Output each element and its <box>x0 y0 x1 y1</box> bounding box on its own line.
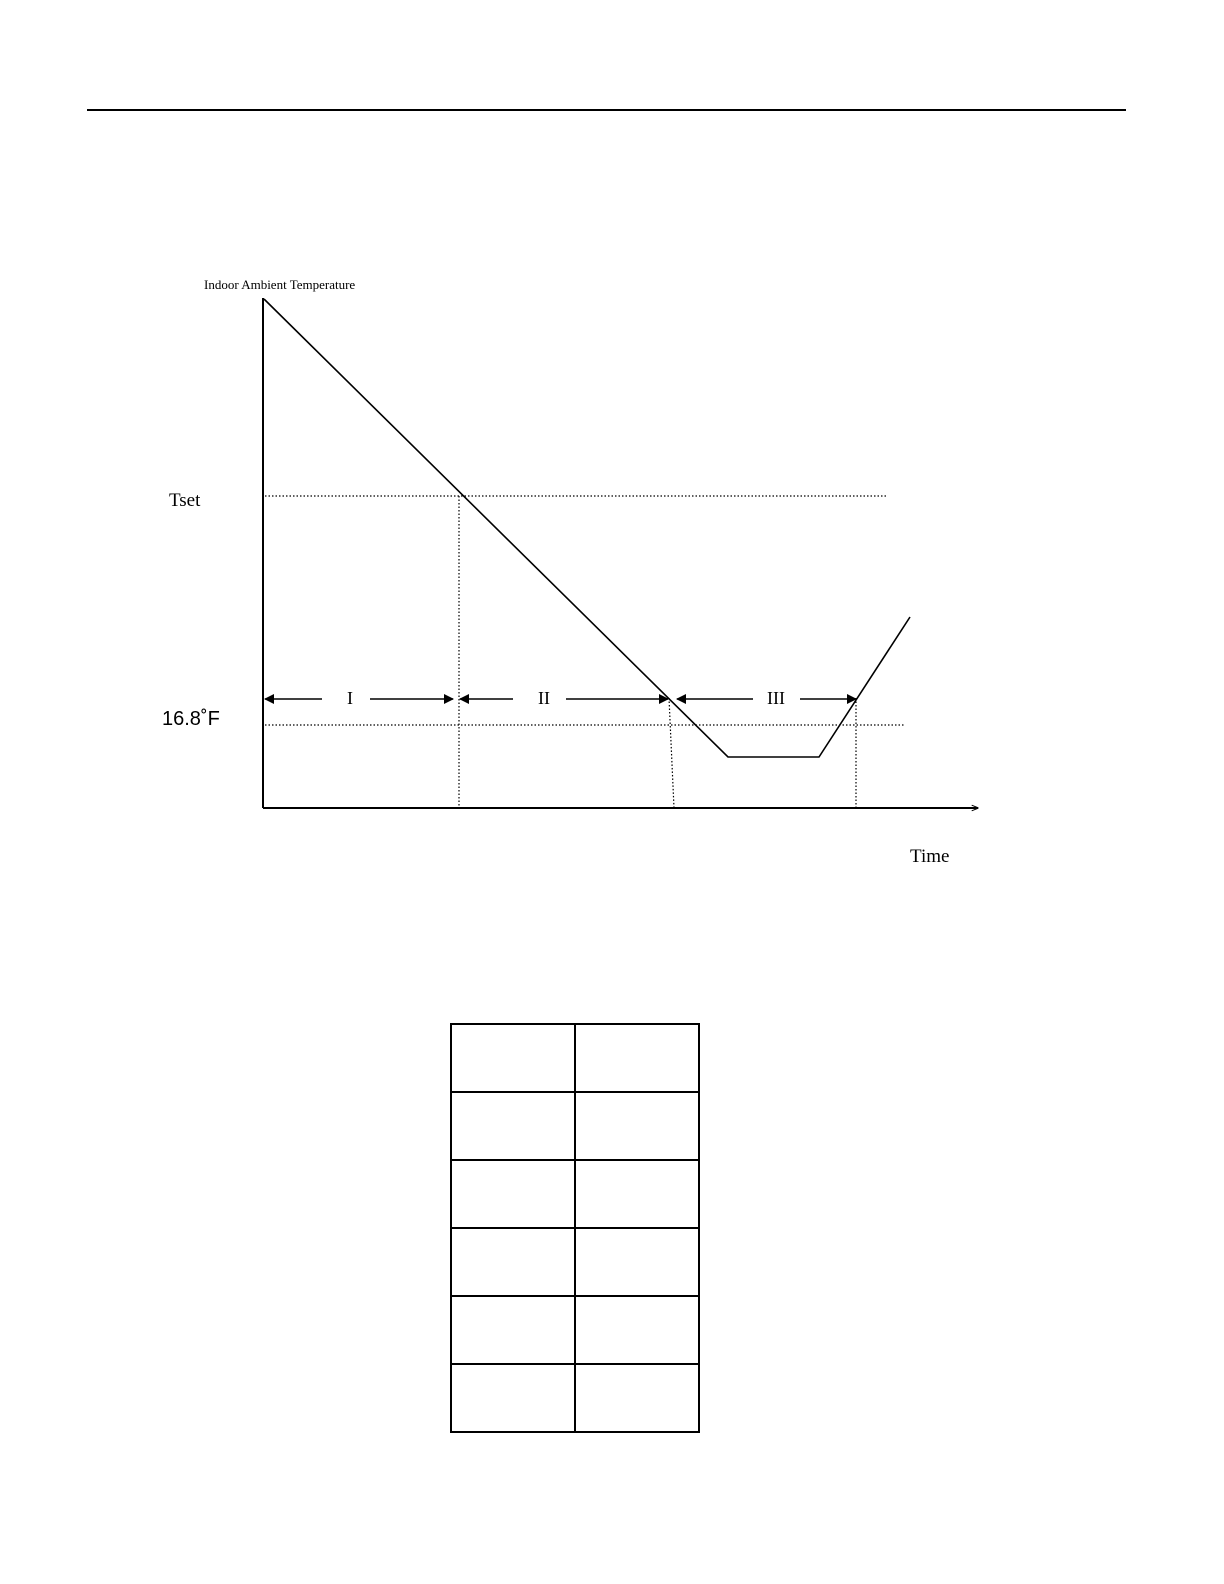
table-cell <box>575 1024 699 1092</box>
x-axis-label: Time <box>910 846 950 867</box>
zone-label-ii: II <box>538 688 550 708</box>
table-cell <box>575 1296 699 1364</box>
table-row <box>451 1160 699 1228</box>
table-cell <box>575 1160 699 1228</box>
table-cell <box>451 1092 575 1160</box>
table-cell <box>575 1364 699 1432</box>
y-axis-label: Indoor Ambient Temperature <box>204 277 356 292</box>
table-body <box>451 1024 699 1432</box>
table-row <box>451 1364 699 1432</box>
table-cell <box>451 1160 575 1228</box>
blank-table <box>450 1023 700 1433</box>
lower-level-label: 16.8˚F <box>162 708 220 730</box>
zone-label-i: I <box>347 688 353 708</box>
table-cell <box>451 1364 575 1432</box>
table-row <box>451 1024 699 1092</box>
tset-label: Tset <box>169 490 201 511</box>
table-cell <box>451 1228 575 1296</box>
table-cell <box>451 1024 575 1092</box>
zone-label-iii: III <box>767 688 785 708</box>
table-cell <box>575 1228 699 1296</box>
temperature-curve <box>264 299 910 757</box>
table-row <box>451 1296 699 1364</box>
table-cell <box>451 1296 575 1364</box>
table-row <box>451 1092 699 1160</box>
boundary-line-2 <box>669 698 674 808</box>
table-row <box>451 1228 699 1296</box>
table-cell <box>575 1092 699 1160</box>
